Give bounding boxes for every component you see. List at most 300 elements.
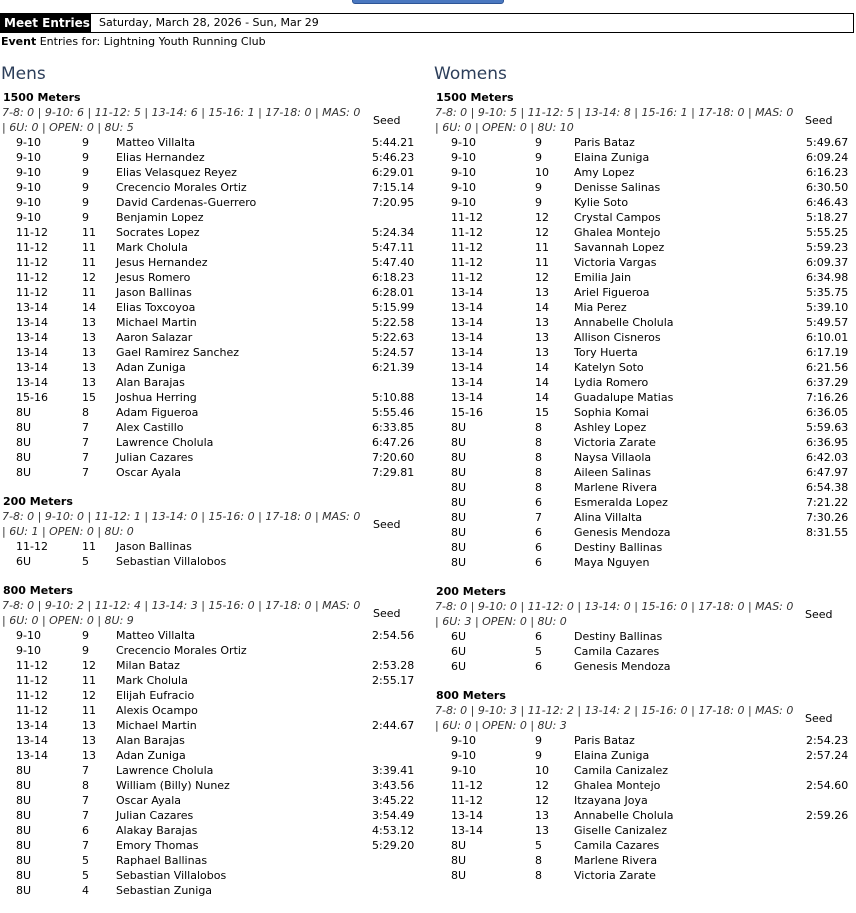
entry-row <box>0 808 420 823</box>
athlete-age: 13 <box>82 331 96 344</box>
entry-row <box>433 375 855 390</box>
section-subheader <box>0 105 420 135</box>
section-title: 1500 Meters <box>436 91 514 104</box>
athlete-age: 6 <box>535 660 542 673</box>
athlete-name: Milan Bataz <box>116 659 180 672</box>
age-group: 8U <box>16 854 32 867</box>
seed-time: 3:39.41 <box>372 764 415 777</box>
age-group: 11-12 <box>16 659 48 672</box>
age-group: 13-14 <box>451 316 483 329</box>
age-group-breakdown: 7-8: 0 | 9-10: 0 | 11-12: 0 | 13-14: 0 | 15-16: 0 | 17-18: 0 | MAS: 0 | 6U: 3 | OPEN: 0 | 8U: 0 <box>435 600 794 628</box>
athlete-name: Adam Figueroa <box>116 406 199 419</box>
athlete-name: Victoria Zarate <box>574 436 656 449</box>
entry-row <box>0 554 420 569</box>
athlete-age: 10 <box>535 764 549 777</box>
seed-time: 8:31.55 <box>806 526 849 539</box>
athlete-name: Benjamin Lopez <box>116 211 204 224</box>
athlete-age: 7 <box>82 421 89 434</box>
age-group: 9-10 <box>16 166 41 179</box>
entry-row <box>433 420 855 435</box>
athlete-name: Oscar Ayala <box>116 466 182 479</box>
athlete-name: Denisse Salinas <box>574 181 661 194</box>
age-group: 15-16 <box>451 406 483 419</box>
seed-time: 7:16.26 <box>806 391 849 404</box>
athlete-age: 11 <box>535 241 549 254</box>
seed-time: 5:55.46 <box>372 406 415 419</box>
athlete-age: 12 <box>535 794 549 807</box>
athlete-age: 8 <box>535 869 542 882</box>
section-title: 200 Meters <box>3 495 73 508</box>
athlete-name: Aaron Salazar <box>116 331 193 344</box>
seed-time: 3:45.22 <box>372 794 415 807</box>
athlete-name: Destiny Ballinas <box>574 630 663 643</box>
entry-row <box>433 180 855 195</box>
entry-row <box>0 360 420 375</box>
athlete-name: Mark Cholula <box>116 674 188 687</box>
athlete-age: 8 <box>82 406 89 419</box>
athlete-name: Alexis Ocampo <box>116 704 198 717</box>
athlete-age: 13 <box>82 376 96 389</box>
entry-row <box>433 540 855 555</box>
athlete-name: Emilia Jain <box>574 271 632 284</box>
athlete-age: 15 <box>82 391 96 404</box>
entry-row <box>0 390 420 405</box>
athlete-name: Destiny Ballinas <box>574 541 663 554</box>
athlete-age: 6 <box>535 496 542 509</box>
athlete-name: Paris Bataz <box>574 734 635 747</box>
entry-row <box>0 838 420 853</box>
seed-time: 5:15.99 <box>372 301 415 314</box>
athlete-age: 11 <box>82 226 96 239</box>
seed-time: 2:55.17 <box>372 674 415 687</box>
entry-row <box>433 300 855 315</box>
seed-time: 5:55.25 <box>806 226 849 239</box>
entry-row <box>0 165 420 180</box>
athlete-age: 7 <box>82 436 89 449</box>
athlete-name: Camila Canizalez <box>574 764 669 777</box>
athlete-name: Kylie Soto <box>574 196 629 209</box>
entry-row <box>433 808 855 823</box>
athlete-name: Sebastian Villalobos <box>116 555 227 568</box>
athlete-age: 5 <box>82 555 89 568</box>
athlete-name: Marlene Rivera <box>574 481 658 494</box>
entry-row <box>0 270 420 285</box>
athlete-name: Adan Zuniga <box>116 361 186 374</box>
age-group: 13-14 <box>451 824 483 837</box>
seed-column-header: Seed <box>805 114 833 127</box>
age-group: 9-10 <box>451 196 476 209</box>
seed-time: 2:54.60 <box>806 779 849 792</box>
athlete-name: Raphael Ballinas <box>116 854 208 867</box>
womens-column <box>433 62 855 898</box>
entry-row <box>0 883 420 898</box>
athlete-name: Victoria Zarate <box>574 869 656 882</box>
womens-section <box>433 91 855 570</box>
seed-time: 7:15.14 <box>372 181 415 194</box>
athlete-name: Elias Velasquez Reyez <box>116 166 237 179</box>
event-text: Entries for: Lightning Youth Running Club <box>39 35 266 48</box>
athlete-name: Joshua Herring <box>116 391 197 404</box>
athlete-age: 13 <box>535 316 549 329</box>
age-group: 13-14 <box>16 316 48 329</box>
age-group: 11-12 <box>451 794 483 807</box>
age-group: 8U <box>451 466 467 479</box>
athlete-name: Esmeralda Lopez <box>574 496 668 509</box>
athlete-age: 9 <box>535 734 542 747</box>
mens-section <box>0 584 420 898</box>
athlete-name: Maya Nguyen <box>574 556 650 569</box>
age-group: 8U <box>451 421 467 434</box>
seed-time: 6:09.24 <box>806 151 849 164</box>
age-group: 8U <box>451 496 467 509</box>
athlete-age: 13 <box>82 346 96 359</box>
athlete-name: Jason Ballinas <box>116 286 192 299</box>
athlete-name: Oscar Ayala <box>116 794 182 807</box>
entry-row <box>433 285 855 300</box>
mens-column <box>0 62 420 913</box>
age-group: 8U <box>16 451 32 464</box>
age-group: 9-10 <box>451 151 476 164</box>
age-group: 11-12 <box>16 540 48 553</box>
seed-time: 6:10.01 <box>806 331 849 344</box>
athlete-name: Camila Cazares <box>574 839 660 852</box>
athlete-age: 10 <box>535 166 549 179</box>
section-subheader <box>433 703 855 733</box>
age-group: 11-12 <box>451 211 483 224</box>
athlete-name: Alakay Barajas <box>116 824 198 837</box>
age-group: 9-10 <box>16 644 41 657</box>
entry-row <box>433 748 855 763</box>
age-group: 9-10 <box>451 181 476 194</box>
entry-row <box>0 135 420 150</box>
seed-time: 6:28.01 <box>372 286 415 299</box>
athlete-name: Giselle Canizalez <box>574 824 668 837</box>
entry-row <box>433 510 855 525</box>
athlete-age: 12 <box>535 779 549 792</box>
athlete-name: Mia Perez <box>574 301 627 314</box>
athlete-age: 8 <box>82 779 89 792</box>
age-group: 13-14 <box>16 331 48 344</box>
entry-row <box>433 629 855 644</box>
entry-row <box>0 300 420 315</box>
entry-row <box>433 270 855 285</box>
athlete-age: 13 <box>535 286 549 299</box>
entry-row <box>433 255 855 270</box>
athlete-age: 4 <box>82 884 89 897</box>
athlete-age: 7 <box>82 466 89 479</box>
athlete-name: Michael Martin <box>116 316 197 329</box>
age-group: 8U <box>16 779 32 792</box>
mens-section <box>0 91 420 480</box>
entry-row <box>433 763 855 778</box>
event-label: Event <box>1 35 37 48</box>
athlete-age: 7 <box>82 839 89 852</box>
athlete-name: Socrates Lopez <box>116 226 200 239</box>
age-group: 13-14 <box>451 361 483 374</box>
seed-time: 6:36.05 <box>806 406 849 419</box>
athlete-name: Genesis Mendoza <box>574 526 671 539</box>
seed-time: 7:29.81 <box>372 466 415 479</box>
athlete-name: Alan Barajas <box>116 376 185 389</box>
athlete-age: 9 <box>82 196 89 209</box>
age-group: 13-14 <box>451 391 483 404</box>
athlete-age: 6 <box>535 630 542 643</box>
age-group: 8U <box>16 809 32 822</box>
entry-row <box>0 435 420 450</box>
entry-row <box>0 853 420 868</box>
seed-time: 5:24.34 <box>372 226 415 239</box>
athlete-name: Allison Cisneros <box>574 331 661 344</box>
athlete-age: 5 <box>535 839 542 852</box>
seed-time: 4:53.12 <box>372 824 415 837</box>
age-group: 9-10 <box>16 181 41 194</box>
entry-row <box>0 225 420 240</box>
athlete-name: Mark Cholula <box>116 241 188 254</box>
athlete-age: 5 <box>82 869 89 882</box>
entry-row <box>0 748 420 763</box>
entry-row <box>433 195 855 210</box>
age-group: 6U <box>451 645 467 658</box>
seed-time: 6:54.38 <box>806 481 849 494</box>
athlete-name: Elias Hernandez <box>116 151 205 164</box>
seed-column-header: Seed <box>373 518 401 531</box>
athlete-age: 11 <box>82 704 96 717</box>
athlete-name: Ghalea Montejo <box>574 779 661 792</box>
section-subheader <box>0 509 420 539</box>
age-group: 8U <box>451 556 467 569</box>
entry-row <box>0 868 420 883</box>
meet-header <box>0 13 854 33</box>
age-group: 8U <box>16 436 32 449</box>
age-group: 8U <box>16 839 32 852</box>
entry-row <box>0 210 420 225</box>
athlete-name: Matteo Villalta <box>116 136 196 149</box>
age-group: 11-12 <box>451 241 483 254</box>
athlete-name: Tory Huerta <box>574 346 638 359</box>
age-group: 13-14 <box>451 376 483 389</box>
entry-row <box>0 255 420 270</box>
athlete-name: Crystal Campos <box>574 211 661 224</box>
athlete-age: 14 <box>82 301 96 314</box>
age-group: 9-10 <box>16 136 41 149</box>
athlete-name: Michael Martin <box>116 719 197 732</box>
event-line <box>1 35 266 48</box>
entry-row <box>0 793 420 808</box>
age-group: 13-14 <box>451 286 483 299</box>
athlete-name: Katelyn Soto <box>574 361 644 374</box>
age-group: 13-14 <box>451 346 483 359</box>
athlete-name: Elijah Eufracio <box>116 689 195 702</box>
entry-row <box>433 150 855 165</box>
seed-time: 6:21.39 <box>372 361 415 374</box>
athlete-age: 8 <box>535 854 542 867</box>
entry-row <box>0 405 420 420</box>
seed-time: 2:57.24 <box>806 749 849 762</box>
seed-time: 7:20.60 <box>372 451 415 464</box>
age-group: 13-14 <box>451 301 483 314</box>
athlete-age: 9 <box>82 136 89 149</box>
athlete-age: 8 <box>535 466 542 479</box>
athlete-age: 12 <box>82 271 96 284</box>
athlete-name: Gael Ramirez Sanchez <box>116 346 240 359</box>
seed-column-header: Seed <box>373 607 401 620</box>
entry-row <box>433 525 855 540</box>
age-group-breakdown: 7-8: 0 | 9-10: 0 | 11-12: 1 | 13-14: 0 | 15-16: 0 | 17-18: 0 | MAS: 0 | 6U: 1 | OPEN: 0 | 8U: 0 <box>2 510 361 538</box>
athlete-name: Julian Cazares <box>116 451 194 464</box>
seed-time: 3:54.49 <box>372 809 415 822</box>
athlete-name: Lydia Romero <box>574 376 649 389</box>
athlete-age: 11 <box>535 256 549 269</box>
entry-row <box>433 165 855 180</box>
entry-row <box>0 628 420 643</box>
entry-row <box>433 659 855 674</box>
age-group: 8U <box>16 466 32 479</box>
age-group: 11-12 <box>16 271 48 284</box>
athlete-age: 7 <box>82 451 89 464</box>
entry-row <box>0 703 420 718</box>
athlete-name: Aileen Salinas <box>574 466 651 479</box>
age-group: 13-14 <box>16 734 48 747</box>
athlete-name: Lawrence Cholula <box>116 764 214 777</box>
age-group: 13-14 <box>451 331 483 344</box>
entry-row <box>433 838 855 853</box>
seed-time: 6:16.23 <box>806 166 849 179</box>
athlete-age: 13 <box>535 809 549 822</box>
age-group: 11-12 <box>16 704 48 717</box>
mens-section <box>0 495 420 569</box>
athlete-age: 11 <box>82 540 96 553</box>
entry-row <box>0 315 420 330</box>
athlete-age: 13 <box>82 361 96 374</box>
athlete-age: 9 <box>82 151 89 164</box>
athlete-age: 6 <box>82 824 89 837</box>
entry-row <box>0 643 420 658</box>
athlete-age: 13 <box>535 331 549 344</box>
age-group-breakdown: 7-8: 0 | 9-10: 5 | 11-12: 5 | 13-14: 8 | 15-16: 1 | 17-18: 0 | MAS: 0 | 6U: 0 | OPEN: 0 | 8U: 10 <box>435 106 794 134</box>
athlete-age: 11 <box>82 241 96 254</box>
entry-row <box>433 360 855 375</box>
athlete-age: 8 <box>535 451 542 464</box>
athlete-age: 9 <box>82 166 89 179</box>
age-group: 13-14 <box>16 719 48 732</box>
athlete-age: 13 <box>82 316 96 329</box>
athlete-age: 11 <box>82 286 96 299</box>
athlete-age: 9 <box>82 644 89 657</box>
seed-time: 6:47.97 <box>806 466 849 479</box>
seed-column-header: Seed <box>805 608 833 621</box>
athlete-age: 14 <box>535 376 549 389</box>
seed-time: 5:49.57 <box>806 316 849 329</box>
entry-row <box>0 330 420 345</box>
entry-row <box>433 450 855 465</box>
seed-time: 5:59.23 <box>806 241 849 254</box>
section-subheader <box>0 598 420 628</box>
athlete-age: 7 <box>82 794 89 807</box>
entry-row <box>433 644 855 659</box>
top-tab-button[interactable] <box>352 0 504 4</box>
seed-time: 2:59.26 <box>806 809 849 822</box>
age-group: 9-10 <box>451 749 476 762</box>
womens-section <box>433 689 855 883</box>
seed-time: 6:33.85 <box>372 421 415 434</box>
entry-row <box>433 240 855 255</box>
age-group: 13-14 <box>16 361 48 374</box>
seed-time: 5:49.67 <box>806 136 849 149</box>
age-group-breakdown: 7-8: 0 | 9-10: 3 | 11-12: 2 | 13-14: 2 | 15-16: 0 | 17-18: 0 | MAS: 0 | 6U: 0 | OPEN: 0 | 8U: 3 <box>435 704 794 732</box>
age-group-breakdown: 7-8: 0 | 9-10: 6 | 11-12: 5 | 13-14: 6 | 15-16: 1 | 17-18: 0 | MAS: 0 | 6U: 0 | OPEN: 0 | 8U: 5 <box>2 106 361 134</box>
athlete-name: Ashley Lopez <box>574 421 647 434</box>
entry-row <box>0 240 420 255</box>
section-subheader <box>433 105 855 135</box>
seed-time: 6:36.95 <box>806 436 849 449</box>
age-group: 8U <box>16 884 32 897</box>
entry-row <box>0 150 420 165</box>
athlete-name: Alan Barajas <box>116 734 185 747</box>
age-group: 11-12 <box>16 241 48 254</box>
seed-time: 6:46.43 <box>806 196 849 209</box>
athlete-age: 13 <box>535 346 549 359</box>
athlete-age: 9 <box>82 181 89 194</box>
age-group: 9-10 <box>16 629 41 642</box>
seed-time: 6:47.26 <box>372 436 415 449</box>
page-title: Meet Entries <box>1 14 91 32</box>
entry-row <box>433 315 855 330</box>
age-group: 8U <box>451 436 467 449</box>
entry-row <box>433 778 855 793</box>
age-group: 6U <box>16 555 32 568</box>
age-group: 13-14 <box>16 749 48 762</box>
entry-row <box>0 420 420 435</box>
athlete-age: 11 <box>82 674 96 687</box>
seed-time: 6:37.29 <box>806 376 849 389</box>
age-group: 11-12 <box>451 271 483 284</box>
age-group: 11-12 <box>451 226 483 239</box>
age-group: 8U <box>16 764 32 777</box>
athlete-age: 8 <box>535 436 542 449</box>
athlete-name: Elaina Zuniga <box>574 151 650 164</box>
age-group: 8U <box>16 794 32 807</box>
age-group: 8U <box>451 526 467 539</box>
athlete-age: 9 <box>82 629 89 642</box>
athlete-age: 5 <box>82 854 89 867</box>
womens-section <box>433 585 855 674</box>
section-subheader <box>433 599 855 629</box>
athlete-name: Annabelle Cholula <box>574 809 674 822</box>
entry-row <box>433 480 855 495</box>
athlete-age: 6 <box>535 541 542 554</box>
age-group: 6U <box>451 660 467 673</box>
athlete-age: 14 <box>535 361 549 374</box>
athlete-age: 13 <box>535 824 549 837</box>
age-group: 13-14 <box>16 301 48 314</box>
age-group: 9-10 <box>451 734 476 747</box>
seed-time: 2:44.67 <box>372 719 415 732</box>
seed-time: 6:17.19 <box>806 346 849 359</box>
section-title: 200 Meters <box>436 585 506 598</box>
athlete-age: 9 <box>82 211 89 224</box>
athlete-age: 11 <box>82 256 96 269</box>
entry-row <box>0 823 420 838</box>
seed-time: 5:47.11 <box>372 241 415 254</box>
athlete-name: Julian Cazares <box>116 809 194 822</box>
athlete-age: 8 <box>535 481 542 494</box>
athlete-age: 9 <box>535 151 542 164</box>
entry-row <box>433 868 855 883</box>
seed-time: 6:09.37 <box>806 256 849 269</box>
athlete-age: 8 <box>535 421 542 434</box>
athlete-name: Itzayana Joya <box>574 794 648 807</box>
athlete-age: 6 <box>535 556 542 569</box>
